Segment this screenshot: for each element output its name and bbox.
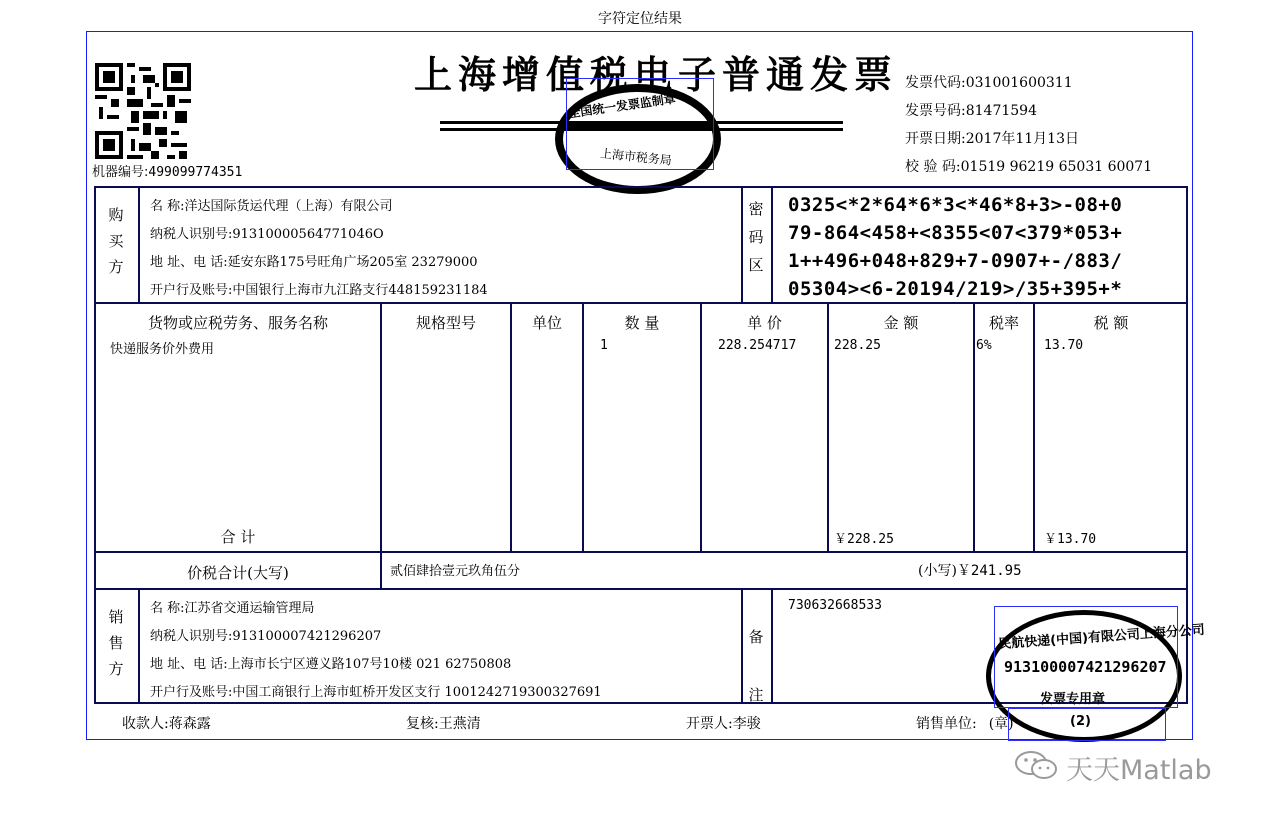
issuer: 开票人:李骏 <box>686 716 761 732</box>
grand-total-divider <box>380 551 382 589</box>
header-price: 单 价 <box>747 314 782 332</box>
detection-box-seal <box>994 606 1178 708</box>
invoice-date: 开票日期:2017年11月13日 <box>905 131 1079 147</box>
check-code: 校 验 码:01519 96219 65031 60071 <box>905 159 1153 175</box>
buyer-label-divider <box>138 186 140 303</box>
total-amount: ￥228.25 <box>834 532 894 547</box>
cipher-line-1: 0325<*2*64*6*3<*46*8+3>-08+0 <box>788 194 1123 216</box>
col-divider-price <box>700 302 702 552</box>
remark-divider-right <box>771 588 773 704</box>
figure-title: 字符定位结果 <box>598 11 682 27</box>
cipher-line-4: 05304><6-20194/219>/35+395+* <box>788 278 1123 300</box>
remarks-text: 730632668533 <box>788 598 882 613</box>
detection-box-seal-bottom <box>1008 708 1166 741</box>
cipher-divider-right <box>771 186 773 303</box>
invoice-title: 上海增值税电子普通发票 <box>414 52 899 97</box>
row-divider-buyer <box>94 302 1188 304</box>
total-tax: ￥13.70 <box>1044 532 1097 547</box>
watermark-text: 天天Matlab <box>1066 755 1212 786</box>
stamp-top-text: 全国统一发票监制章 <box>567 91 677 121</box>
cipher-divider-left <box>741 186 743 303</box>
buyer-address: 地 址、电 话:延安东路175号旺角广场205室 23279000 <box>150 255 478 270</box>
cipher-line-2: 79-864<458+<8355<07<379*053+ <box>788 222 1123 244</box>
header-amount: 金 额 <box>883 314 919 332</box>
total-label: 合 计 <box>220 528 256 546</box>
seller-side-label: 销 售 方 <box>108 608 124 678</box>
item-amount: 228.25 <box>834 338 881 353</box>
stamp-bottom-text: 上海市税务局 <box>599 146 673 168</box>
grand-total-lowercase: (小写)￥241.95 <box>918 563 1022 579</box>
invoice-number: 发票号码:81471594 <box>905 103 1037 119</box>
buyer-tax-id: 纳税人识别号:91310000564771046O <box>150 227 384 242</box>
col-divider-spec <box>380 302 382 552</box>
header-qty: 数 量 <box>624 314 660 332</box>
seller-unit: 销售单位: (章) <box>916 716 1014 732</box>
row-divider-items <box>94 551 1188 553</box>
col-divider-amount <box>827 302 829 552</box>
header-spec: 规格型号 <box>415 314 476 332</box>
invoice-code: 发票代码:031001600311 <box>905 75 1073 91</box>
col-divider-tax <box>1033 302 1035 552</box>
seal-label: 发票专用章 <box>1040 692 1106 707</box>
remark-divider-left <box>741 588 743 704</box>
cipher-side-label: 密 码 区 <box>748 200 764 274</box>
seal-company: 民航快递(中国)有限公司上海分公司 <box>997 622 1206 653</box>
header-unit: 单位 <box>531 314 562 332</box>
item-qty: 1 <box>600 338 608 353</box>
seller-address: 地 址、电 话:上海市长宁区遵义路107号10楼 021 62750808 <box>150 657 512 672</box>
grand-total-uppercase: 贰佰肆拾壹元玖角伍分 <box>390 564 521 579</box>
header-goods-name: 货物或应税劳务、服务名称 <box>147 314 328 332</box>
seller-tax-id: 纳税人识别号:913100007421296207 <box>150 629 382 644</box>
item-name: 快递服务价外费用 <box>110 342 215 357</box>
buyer-name: 名 称:洋达国际货运代理（上海）有限公司 <box>150 199 393 214</box>
item-price: 228.254717 <box>718 338 797 353</box>
detection-box-stamp <box>566 78 714 170</box>
buyer-side-label: 购 买 方 <box>108 206 124 276</box>
payee: 收款人:蒋森露 <box>122 716 211 732</box>
col-divider-rate <box>973 302 975 552</box>
header-tax: 税 额 <box>1093 314 1129 332</box>
cipher-line-3: 1++496+048+829+7-0907+-/883/ <box>788 250 1123 272</box>
machine-number: 机器编号:499099774351 <box>92 165 243 180</box>
reviewer: 复核:王燕清 <box>406 716 481 732</box>
grand-total-label: 价税合计(大写) <box>187 564 289 582</box>
seller-label-divider <box>138 588 140 704</box>
seal-number: (2) <box>1070 714 1091 729</box>
header-rate: 税率 <box>988 314 1019 332</box>
seller-bank: 开户行及账号:中国工商银行上海市虹桥开发区支行 1001242719300327691 <box>150 685 602 700</box>
col-divider-unit <box>510 302 512 552</box>
item-tax: 13.70 <box>1044 338 1084 353</box>
buyer-bank: 开户行及账号:中国银行上海市九江路支行448159231184 <box>150 283 488 298</box>
seal-tax-id: 913100007421296207 <box>1004 658 1167 676</box>
seller-name: 名 称:江苏省交通运输管理局 <box>150 601 315 616</box>
qr-code <box>95 63 191 159</box>
remarks-side-label: 备 注 <box>748 628 764 704</box>
col-divider-qty <box>582 302 584 552</box>
wechat-icon <box>1014 750 1060 780</box>
item-rate: 6% <box>976 338 992 353</box>
row-divider-total <box>94 588 1188 590</box>
